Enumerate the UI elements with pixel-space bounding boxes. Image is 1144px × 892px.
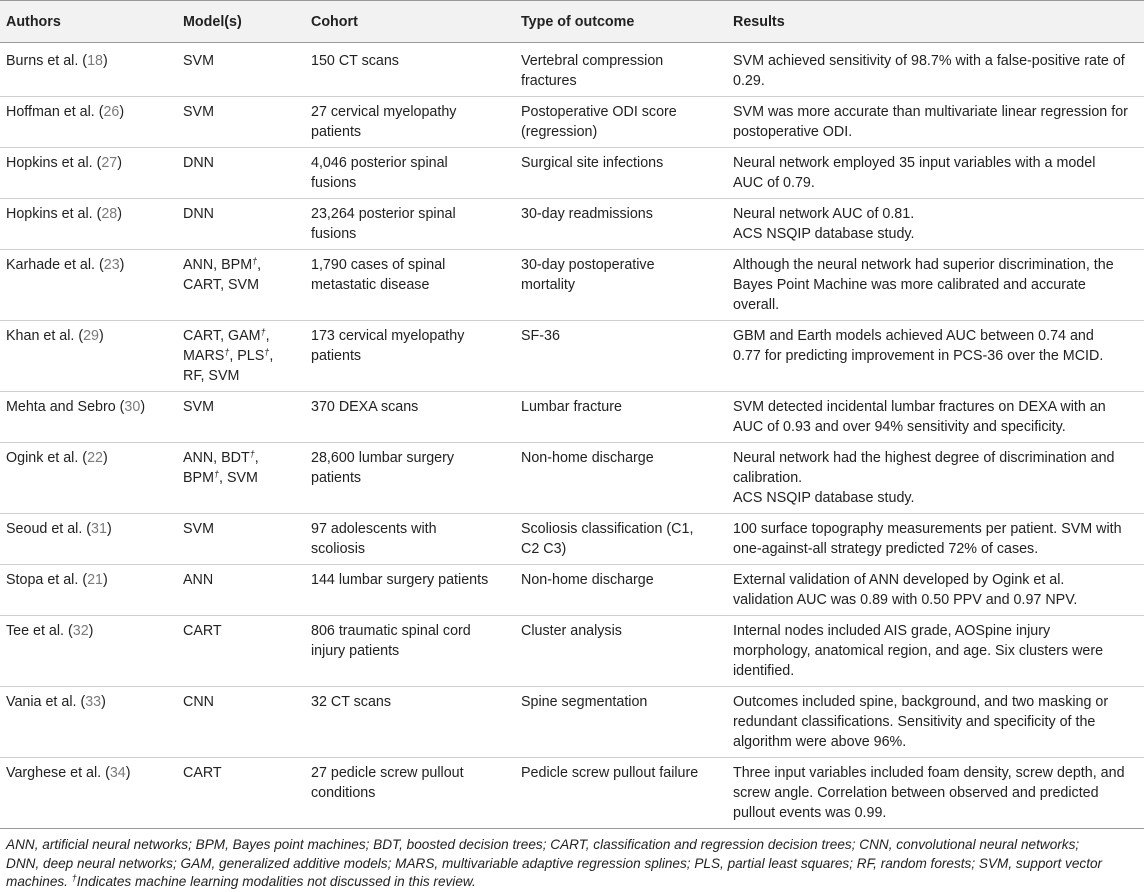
reference-number: 21 [87,572,103,588]
dagger-mark: † [249,449,255,459]
cohort-line: 27 cervical myelopathy [311,104,457,120]
cell-results [727,43,1144,97]
model-text: , SVM [219,470,258,486]
model-text: ANN, BDT [183,450,250,466]
cell-authors: Tee et al. (32) [0,616,177,687]
cohort-line: 173 cervical myelopathy [311,328,465,344]
cell-cohort [305,514,515,565]
cell-results [727,392,1144,443]
model-text: CART [183,765,222,781]
cell-outcome [515,321,727,392]
reference-number: 23 [103,257,120,273]
outcome-line: Pedicle screw pullout failure [521,765,699,781]
cell-cohort [305,250,515,321]
cell-models [177,250,305,321]
results-line: SVM was more accurate than multivariate linear regression for [733,104,1128,120]
outcome-line: Vertebral compression [521,53,664,69]
reference-number: 26 [103,104,120,120]
footnote-last-line [6,873,1138,892]
author-name: Mehta and Sebro [6,399,116,415]
model-text: ANN [183,572,214,588]
cell-cohort [305,199,515,250]
footnote-line: DNN, deep neural networks; GAM, generalized additive models; MARS, multivariable adaptive regression splines; PLS, partial least squares; RF, random forests; SVM, support vector [6,855,1103,871]
author-name: Tee et al. [6,623,65,639]
author-name: Seoud et al. [6,521,83,537]
results-line: Bayes Point Machine was more calibrated and accurate [733,277,1086,293]
model-text: , [269,348,274,364]
results-line: GBM and Earth models achieved AUC between 0.74 and [733,328,1094,344]
cell-models [177,199,305,250]
model-text: RF, SVM [183,368,240,384]
cohort-line: metastatic disease [311,277,430,293]
table-footnote [0,828,1144,892]
dagger-mark: † [213,469,219,479]
reference-number: 29 [83,328,99,344]
results-line: redundant classifications. Sensitivity and specificity of the [733,714,1096,730]
results-line: AUC of 0.93 and over 94% sensitivity and specificity. [733,419,1066,435]
dagger-mark: † [224,347,230,357]
results-line: Neural network AUC of 0.81. [733,206,915,222]
cell-models [177,97,305,148]
cell-authors: Mehta and Sebro (30) [0,392,177,443]
footnote-line: ANN, artificial neural networks; BPM, Bayes point machines; BDT, boosted decision trees; CART, classification and regression decision trees; CNN, convolutional neural networks; [6,837,1080,852]
table-row [0,443,1144,514]
cell-results [727,565,1144,616]
model-text: SVM [183,399,214,415]
table-row [0,43,1144,97]
outcome-line: fractures [521,73,577,89]
results-line: ACS NSQIP database study. [733,226,915,242]
cell-cohort [305,43,515,97]
cell-results [727,514,1144,565]
results-line: calibration. [733,470,803,486]
cell-cohort [305,321,515,392]
cell-authors: Vania et al. (33) [0,687,177,758]
footnote-dagger: † [71,873,77,883]
results-line: screw angle. Correlation between observed and predicted [733,785,1099,801]
cell-outcome [515,565,727,616]
reference-number: 30 [124,399,141,415]
cell-cohort [305,616,515,687]
cell-outcome [515,43,727,97]
table-row [0,758,1144,829]
results-line: pullout events was 0.99. [733,805,887,821]
cell-outcome [515,199,727,250]
model-text: ANN, BPM [183,257,253,273]
table-row [0,687,1144,758]
results-line: 0.77 for predicting improvement in PCS-36 over the MCID. [733,348,1104,364]
model-text: CNN [183,694,214,710]
results-line: one-against-all strategy predicted 72% of cases. [733,541,1039,557]
header-models: Model(s) [177,1,305,43]
dagger-mark: † [260,327,266,337]
reference-number: 32 [72,623,89,639]
author-name: Hopkins et al. [6,155,93,171]
cell-cohort [305,97,515,148]
cohort-line: conditions [311,785,376,801]
results-line: External validation of ANN developed by Ogink et al. [733,572,1065,588]
author-name: Hoffman et al. [6,104,95,120]
cell-authors: Varghese et al. (34) [0,758,177,829]
cell-outcome [515,616,727,687]
model-text: SVM [183,53,214,69]
cohort-line: patients [311,124,362,140]
table-row [0,199,1144,250]
results-line: SVM detected incidental lumbar fractures on DEXA with an [733,399,1106,415]
cell-outcome [515,392,727,443]
model-text: , PLS [229,348,265,364]
cell-models [177,443,305,514]
cell-results [727,687,1144,758]
author-name: Stopa et al. [6,572,79,588]
table-row [0,616,1144,687]
cohort-line: 1,790 cases of spinal [311,257,446,273]
cell-outcome [515,687,727,758]
cohort-line: 23,264 posterior spinal [311,206,456,222]
model-text: MARS [183,348,225,364]
cell-models [177,758,305,829]
results-line: ACS NSQIP database study. [733,490,915,506]
reference-number: 27 [101,155,118,171]
table-body [0,43,1144,829]
cell-models [177,687,305,758]
cell-results [727,250,1144,321]
outcome-line: SF-36 [521,328,560,344]
outcome-line: C2 C3) [521,541,567,557]
reference-number: 31 [91,521,107,537]
model-text: SVM [183,104,214,120]
author-name: Ogink et al. [6,450,79,466]
results-line: 100 surface topography measurements per patient. SVM with [733,521,1122,537]
cohort-line: 97 adolescents with [311,521,437,537]
model-text: DNN [183,206,214,222]
table-row [0,321,1144,392]
cell-outcome [515,514,727,565]
outcome-line: 30-day readmissions [521,206,653,222]
cell-models [177,148,305,199]
cell-results [727,199,1144,250]
cell-results [727,321,1144,392]
author-name: Burns et al. [6,53,79,69]
results-line: overall. [733,297,780,313]
model-text: SVM [183,521,214,537]
results-line: algorithm were above 96%. [733,734,907,750]
outcome-line: Non-home discharge [521,572,654,588]
cohort-line: scoliosis [311,541,366,557]
model-text: , [265,328,270,344]
outcome-line: Surgical site infections [521,155,664,171]
model-text: CART, SVM [183,277,260,293]
cell-authors: Ogink et al. (22) [0,443,177,514]
model-text: BPM [183,470,214,486]
table-row [0,97,1144,148]
footnote-dagger-note: Indicates machine learning modalities not discussed in this review. [76,874,476,889]
cell-cohort [305,758,515,829]
footnote-last-pre: machines. [6,874,68,889]
results-line: Neural network had the highest degree of discrimination and [733,450,1115,466]
cell-results [727,443,1144,514]
cohort-line: 806 traumatic spinal cord [311,623,471,639]
cohort-line: 27 pedicle screw pullout [311,765,464,781]
table-row [0,514,1144,565]
cohort-line: 28,600 lumbar surgery [311,450,455,466]
results-line: Outcomes included spine, background, and two masking or [733,694,1109,710]
dagger-mark: † [264,347,270,357]
results-line: Internal nodes included AIS grade, AOSpine injury [733,623,1051,639]
author-name: Varghese et al. [6,765,102,781]
cell-results [727,97,1144,148]
header-row [0,1,1144,43]
cell-outcome [515,97,727,148]
cell-authors: Khan et al. (29) [0,321,177,392]
cell-results [727,616,1144,687]
cell-models [177,392,305,443]
reference-number: 34 [109,765,126,781]
cell-outcome [515,443,727,514]
results-line: SVM achieved sensitivity of 98.7% with a false-positive rate of [733,53,1125,69]
header-outcome: Type of outcome [515,1,727,43]
results-line: validation AUC was 0.89 with 0.50 PPV and 0.97 NPV. [733,592,1078,608]
outcome-line: Scoliosis classification (C1, [521,521,694,537]
footnote-abbreviations [6,836,1138,873]
cell-models [177,514,305,565]
reference-number: 22 [87,450,103,466]
model-text: CART, GAM [183,328,261,344]
table-row [0,250,1144,321]
outcome-line: Non-home discharge [521,450,654,466]
outcome-line: Spine segmentation [521,694,648,710]
results-line: Although the neural network had superior discrimination, the [733,257,1114,273]
model-text: , [257,257,262,273]
cohort-line: 144 lumbar surgery patients [311,572,489,588]
cell-authors: Stopa et al. (21) [0,565,177,616]
reference-number: 28 [101,206,118,222]
reference-number: 33 [85,694,102,710]
cell-authors: Seoud et al. (31) [0,514,177,565]
cell-authors: Hopkins et al. (27) [0,148,177,199]
cohort-line: patients [311,470,362,486]
results-line: Three input variables included foam density, screw depth, and [733,765,1125,781]
cell-models [177,321,305,392]
cell-cohort [305,392,515,443]
results-line: Neural network employed 35 input variables with a model [733,155,1096,171]
cell-authors: Burns et al. (18) [0,43,177,97]
reference-number: 18 [87,53,103,69]
header-cohort: Cohort [305,1,515,43]
table-row [0,148,1144,199]
results-line: AUC of 0.79. [733,175,815,191]
cell-cohort [305,148,515,199]
cohort-line: 4,046 posterior spinal [311,155,448,171]
cell-cohort [305,687,515,758]
cell-results [727,758,1144,829]
cohort-line: patients [311,348,362,364]
cohort-line: 370 DEXA scans [311,399,419,415]
outcome-line: Lumbar fracture [521,399,622,415]
cell-outcome [515,250,727,321]
author-name: Vania et al. [6,694,77,710]
cohort-line: injury patients [311,643,400,659]
cohort-line: fusions [311,175,357,191]
outcome-line: mortality [521,277,576,293]
model-text: DNN [183,155,214,171]
model-text: CART [183,623,222,639]
cell-cohort [305,443,515,514]
cohort-line: 150 CT scans [311,53,399,69]
table-row [0,392,1144,443]
table-row [0,565,1144,616]
results-line: 0.29. [733,73,765,89]
cohort-line: 32 CT scans [311,694,391,710]
dagger-mark: † [252,256,258,266]
outcome-line: 30-day postoperative [521,257,655,273]
cell-models [177,43,305,97]
cell-results [727,148,1144,199]
author-name: Karhade et al. [6,257,96,273]
results-line: postoperative ODI. [733,124,853,140]
model-text: , [254,450,259,466]
cell-authors: Hoffman et al. (26) [0,97,177,148]
cell-models [177,616,305,687]
outcome-line: Postoperative ODI score [521,104,677,120]
header-results: Results [727,1,1144,43]
cell-authors: Karhade et al. (23) [0,250,177,321]
results-line: identified. [733,663,795,679]
cell-cohort [305,565,515,616]
author-name: Hopkins et al. [6,206,93,222]
author-name: Khan et al. [6,328,75,344]
header-authors: Authors [0,1,177,43]
outcome-line: (regression) [521,124,598,140]
cell-outcome [515,148,727,199]
outcome-line: Cluster analysis [521,623,622,639]
cell-authors: Hopkins et al. (28) [0,199,177,250]
cell-models [177,565,305,616]
results-line: morphology, anatomical region, and age. Six clusters were [733,643,1104,659]
cell-outcome [515,758,727,829]
cohort-line: fusions [311,226,357,242]
